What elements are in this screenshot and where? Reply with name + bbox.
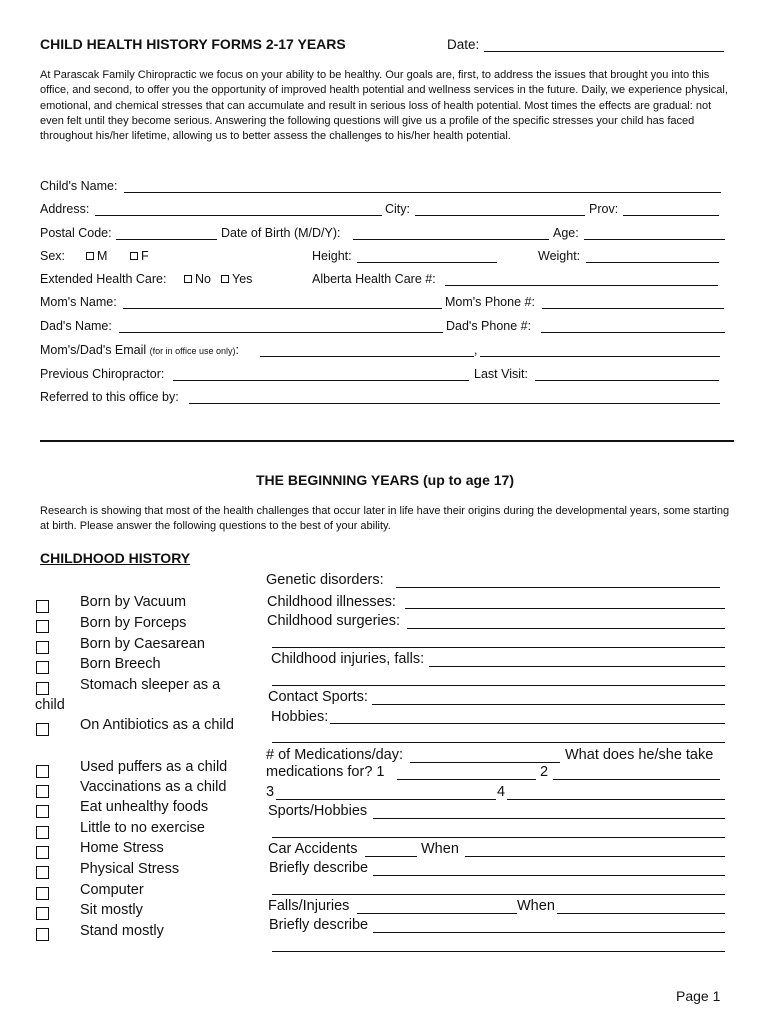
falls-when-field[interactable] — [557, 913, 725, 914]
ehc-label: Extended Health Care: — [40, 272, 167, 286]
med-4-field[interactable] — [507, 799, 725, 800]
med-3-label: 3 — [266, 784, 275, 800]
car-accidents-label: Car Accidents — [268, 841, 358, 857]
city-field[interactable] — [415, 215, 585, 216]
item-vacuum: Born by Vacuum — [80, 594, 187, 610]
checkbox-breech[interactable] — [36, 661, 49, 674]
email-note: (for in office use only) — [149, 346, 236, 356]
dob-label: Date of Birth (M/D/Y): — [221, 226, 341, 240]
sex-m-label: M — [97, 249, 108, 263]
email-label-text: Mom's/Dad's Email — [40, 343, 147, 357]
sex-label: Sex: — [40, 249, 66, 263]
item-forceps: Born by Forceps — [80, 615, 187, 631]
car-accidents-field[interactable] — [365, 856, 417, 857]
item-physical-stress: Physical Stress — [80, 861, 180, 877]
falls-describe-field-2[interactable] — [272, 951, 725, 952]
contact-sports-label: Contact Sports: — [268, 689, 368, 705]
item-sit-mostly: Sit mostly — [80, 902, 143, 918]
address-field[interactable] — [95, 215, 382, 216]
dads-phone-label: Dad's Phone #: — [446, 319, 532, 333]
city-label: City: — [385, 202, 410, 216]
item-puffers: Used puffers as a child — [80, 759, 228, 775]
age-field[interactable] — [584, 239, 725, 240]
dads-name-label: Dad's Name: — [40, 319, 112, 333]
weight-field[interactable] — [586, 262, 719, 263]
sports-hobbies-label: Sports/Hobbies — [268, 803, 368, 819]
med-2-field[interactable] — [553, 779, 720, 780]
surgeries-label: Childhood surgeries: — [267, 613, 400, 629]
hobbies-label: Hobbies: — [271, 709, 329, 725]
prov-field[interactable] — [623, 215, 719, 216]
falls-when-label: When — [517, 898, 555, 914]
sports-hobbies-field[interactable] — [373, 818, 725, 819]
surgeries-field-2[interactable] — [272, 647, 725, 648]
checkbox-caesarean[interactable] — [36, 641, 49, 654]
falls-label: Falls/Injuries — [268, 898, 350, 914]
checkbox-home-stress[interactable] — [36, 846, 49, 859]
falls-describe-field[interactable] — [373, 932, 725, 933]
sports-hobbies-field-2[interactable] — [272, 837, 725, 838]
car-when-label: When — [421, 841, 459, 857]
age-label: Age: — [553, 226, 579, 240]
med-1-field[interactable] — [397, 779, 536, 780]
hobbies-field-2[interactable] — [272, 742, 725, 743]
prev-chiro-label: Previous Chiropractor: — [40, 367, 165, 381]
sex-f-checkbox[interactable] — [130, 252, 138, 260]
checkbox-forceps[interactable] — [36, 620, 49, 633]
childs-name-label: Child's Name: — [40, 179, 118, 193]
hobbies-field[interactable] — [330, 723, 725, 724]
last-visit-field[interactable] — [535, 380, 719, 381]
injuries-label: Childhood injuries, falls: — [271, 651, 425, 667]
checkbox-computer[interactable] — [36, 887, 49, 900]
what-take-label: What does he/she take — [565, 747, 714, 763]
ehc-no-checkbox[interactable] — [184, 275, 192, 283]
ehc-no-label: No — [195, 272, 211, 286]
item-stomach-sleeper-cont: child — [35, 697, 65, 713]
checkbox-vaccinations[interactable] — [36, 785, 49, 798]
meds-for-label: medications for? 1 — [266, 764, 385, 780]
item-unhealthy-foods: Eat unhealthy foods — [80, 799, 209, 815]
dads-phone-field[interactable] — [541, 332, 725, 333]
address-label: Address: — [40, 202, 90, 216]
postal-code-label: Postal Code: — [40, 226, 112, 240]
genetic-field[interactable] — [396, 587, 720, 588]
ehc-yes-checkbox[interactable] — [221, 275, 229, 283]
injuries-field[interactable] — [429, 666, 725, 667]
car-describe-field[interactable] — [373, 875, 725, 876]
prev-chiro-field[interactable] — [173, 380, 469, 381]
checkbox-puffers[interactable] — [36, 765, 49, 778]
last-visit-label: Last Visit: — [474, 367, 528, 381]
item-stand-mostly: Stand mostly — [80, 923, 164, 939]
section-divider — [40, 440, 734, 442]
checkbox-vacuum[interactable] — [36, 600, 49, 613]
height-field[interactable] — [357, 262, 497, 263]
moms-name-label: Mom's Name: — [40, 295, 117, 309]
item-caesarean: Born by Caesarean — [80, 636, 205, 652]
email-field-1[interactable] — [260, 356, 474, 357]
height-label: Height: — [312, 249, 352, 263]
falls-describe-label: Briefly describe — [269, 917, 369, 933]
checkbox-little-exercise[interactable] — [36, 826, 49, 839]
form-title: CHILD HEALTH HISTORY FORMS 2-17 YEARS — [40, 36, 346, 52]
ahc-label: Alberta Health Care #: — [312, 272, 436, 286]
email-label — [40, 343, 239, 357]
dob-field[interactable] — [353, 239, 549, 240]
med-3-field[interactable] — [276, 799, 496, 800]
item-stomach-sleeper: Stomach sleeper as a — [80, 677, 221, 693]
date-label: Date: — [447, 37, 480, 52]
ehc-yes-label: Yes — [232, 272, 253, 286]
sex-m-checkbox[interactable] — [86, 252, 94, 260]
prov-label: Prov: — [589, 202, 619, 216]
meds-day-label: # of Medications/day: — [266, 747, 404, 763]
checkbox-stand-mostly[interactable] — [36, 928, 49, 941]
date-field[interactable] — [484, 51, 724, 52]
genetic-label: Genetic disorders: — [266, 572, 384, 588]
car-describe-label: Briefly describe — [269, 860, 369, 876]
illnesses-field[interactable] — [405, 608, 725, 609]
car-describe-field-2[interactable] — [272, 894, 725, 895]
section-title: THE BEGINNING YEARS (up to age 17) — [256, 472, 514, 488]
email-comma: , — [474, 343, 478, 357]
meds-day-field[interactable] — [410, 762, 560, 763]
item-computer: Computer — [80, 882, 144, 898]
checkbox-sit-mostly[interactable] — [36, 907, 49, 920]
checkbox-physical-stress[interactable] — [36, 866, 49, 879]
injuries-field-2[interactable] — [272, 685, 725, 686]
page-number: Page 1 — [676, 988, 721, 1004]
postal-code-field[interactable] — [116, 239, 217, 240]
moms-phone-label: Mom's Phone #: — [445, 295, 535, 309]
moms-name-field[interactable] — [123, 308, 442, 309]
section-text: Research is showing that most of the health challenges that occur later in life have their origins during the developmental years, some starting at birth. Please answer the following questions to the best of your ability. — [40, 505, 730, 533]
moms-phone-field[interactable] — [542, 308, 724, 309]
checkbox-unhealthy-foods[interactable] — [36, 805, 49, 818]
referred-field[interactable] — [189, 403, 720, 404]
dads-name-field[interactable] — [119, 332, 443, 333]
illnesses-label: Childhood illnesses: — [267, 594, 396, 610]
falls-field[interactable] — [357, 913, 517, 914]
item-little-exercise: Little to no exercise — [80, 820, 205, 836]
sex-f-label: F — [141, 249, 149, 263]
checkbox-antibiotics[interactable] — [36, 723, 49, 736]
childhood-history-heading: CHILDHOOD HISTORY — [40, 550, 191, 566]
item-home-stress: Home Stress — [80, 840, 164, 856]
referred-label: Referred to this office by: — [40, 390, 179, 404]
email-colon: : — [235, 343, 240, 357]
item-breech: Born Breech — [80, 656, 161, 672]
weight-label: Weight: — [538, 249, 581, 263]
car-when-field[interactable] — [465, 856, 725, 857]
surgeries-field[interactable] — [407, 628, 725, 629]
ahc-field[interactable] — [445, 285, 718, 286]
med-4-label: 4 — [497, 784, 506, 800]
med-2-label: 2 — [540, 764, 549, 780]
childs-name-field[interactable] — [124, 192, 721, 193]
intro-paragraph: At Parascak Family Chiropractic we focus on your ability to be healthy. Our goals are, first, to address the issues that brought you into this office, and second, to offer you the opportunity of improved health potential and wellness services in the future. Daily, we experience physical, emotional, and chemical stresses that can accumulate and result in serious loss of health potential. Most times the effects are gradual: not even felt until they become serious. Answering the following questions will give us a profile of the specific stresses your child has faced throughout his/her lifetime, allowing us to better assess the challenges to his/her health potential. — [40, 69, 728, 143]
contact-sports-field[interactable] — [372, 704, 725, 705]
item-vaccinations: Vaccinations as a child — [80, 779, 227, 795]
checkbox-stomach-sleeper[interactable] — [36, 682, 49, 695]
email-field-2[interactable] — [480, 356, 720, 357]
item-antibiotics: On Antibiotics as a child — [80, 717, 234, 733]
